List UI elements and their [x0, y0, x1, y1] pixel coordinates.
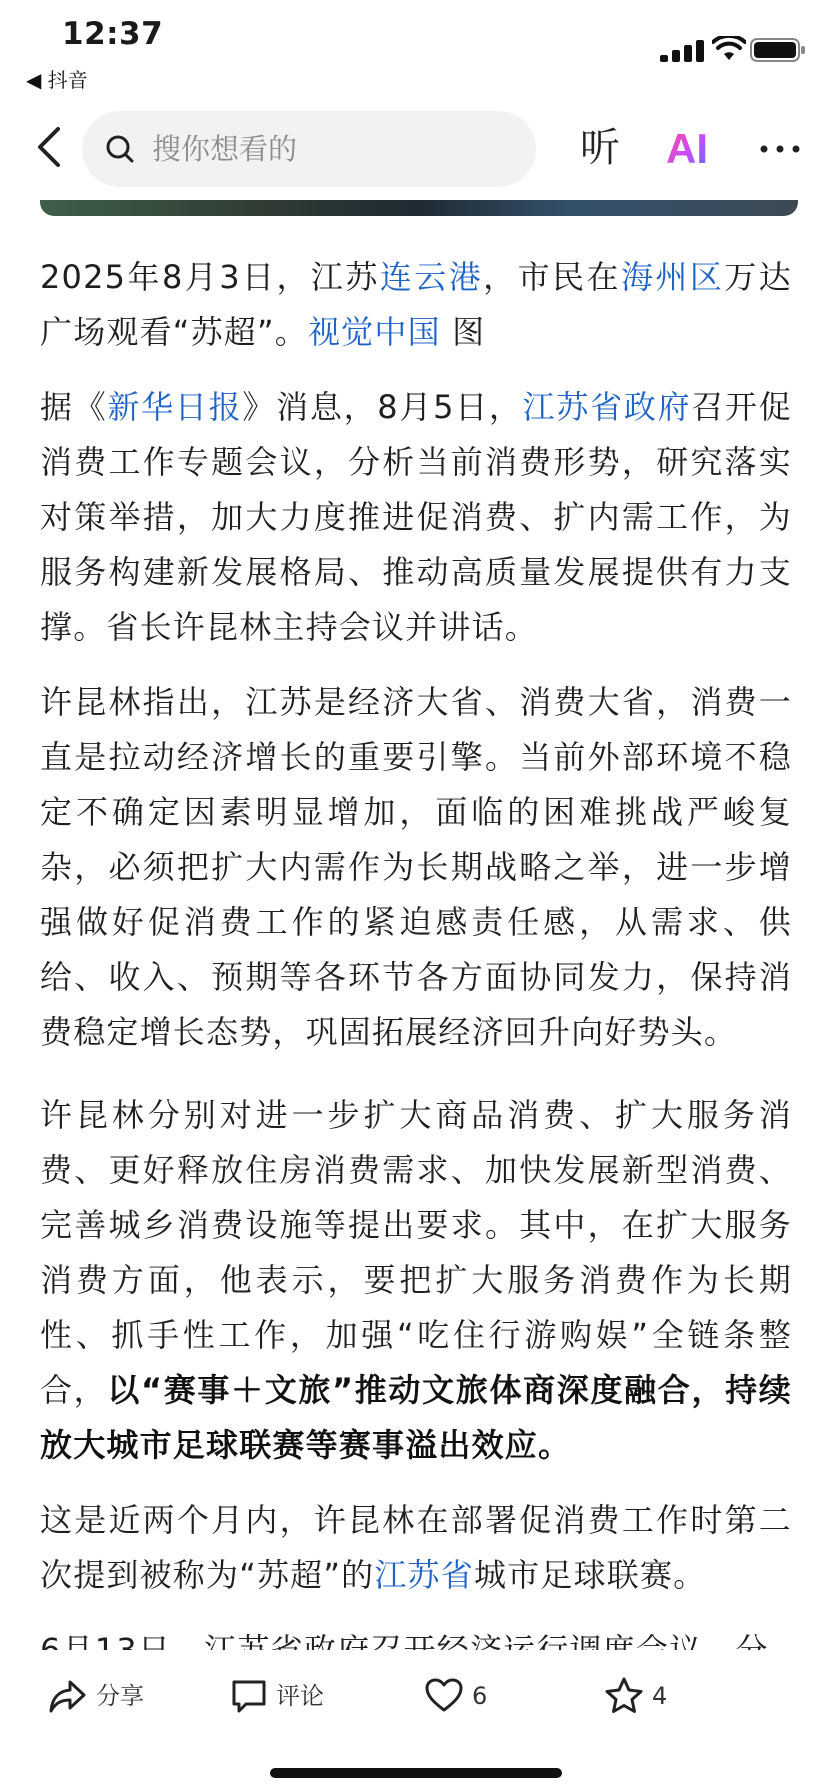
status-time: 12:37: [62, 16, 164, 52]
ai-icon[interactable]: [666, 123, 716, 173]
article-paragraph: 许昆林指出，江苏是经济大省、消费大省，消费一直是拉动经济增长的重要引擎。当前外部环境不稳定不确定因素明显增加，面临的困难挑战严峻复杂，必须把扩大内需作为长期战略之举，进一步增强做好促消费工作的紧迫感责任感，从需求、供给、收入、预期等各环节各方面协同发力，保持消费稳定增长态势，巩固拓展经济回升向好势头。: [40, 683, 792, 1051]
photo-caption: [40, 250, 792, 360]
more-icon[interactable]: [758, 127, 802, 171]
paragraph-bold-text: 以“赛事＋文旅”推动文旅体商深度融合，持续放大城市足球联赛等赛事溢出效应。: [40, 1371, 792, 1464]
link-lianyungang[interactable]: 连云港: [379, 258, 484, 296]
article-paragraph: [40, 1088, 792, 1473]
paragraph-text: 》消息，8月5日，: [242, 388, 523, 426]
article-paragraph: [40, 1493, 792, 1603]
article-photo[interactable]: [40, 200, 798, 216]
share-button[interactable]: 分享: [96, 1682, 144, 1710]
star-icon[interactable]: [604, 1676, 644, 1716]
link-haizhou[interactable]: 海州区: [620, 258, 725, 296]
paragraph-text: 据《: [40, 388, 108, 426]
caption-text: ，市民在: [483, 258, 621, 296]
caption-text: 万达广场观看“苏超”。: [40, 258, 792, 351]
article-paragraph: [40, 380, 792, 655]
favorite-count: 4: [652, 1682, 668, 1710]
search-icon: [104, 133, 136, 165]
share-icon[interactable]: [48, 1676, 88, 1716]
comment-button[interactable]: 评论: [276, 1682, 324, 1710]
wifi-icon: [712, 36, 746, 62]
caption-text: 图: [440, 313, 486, 351]
link-jiangsu-gov[interactable]: 江苏省政府: [522, 388, 692, 426]
article-body: [40, 250, 792, 1698]
back-to-app-link[interactable]: ◀ 抖音: [26, 68, 88, 92]
link-vcg[interactable]: 视觉中国: [307, 313, 441, 351]
like-count: 6: [472, 1682, 488, 1710]
bottom-action-bar: [0, 1650, 828, 1740]
search-placeholder: 搜你想看的: [152, 132, 298, 166]
ai-label: AI: [666, 125, 708, 172]
home-indicator[interactable]: [270, 1768, 562, 1778]
back-arrow-icon[interactable]: [30, 123, 70, 171]
link-xinhua-daily[interactable]: 新华日报: [107, 388, 243, 426]
comment-icon[interactable]: [230, 1676, 268, 1716]
signal-icon: [660, 40, 706, 62]
paragraph-text: 许昆林分别对进一步扩大商品消费、扩大服务消费、更好释放住房消费需求、加快发展新型消费、完善城乡消费设施等提出要求。其中，在扩大服务消费方面，他表示，要把扩大服务消费作为长期性、抓手性工作，加强“吃住行游购娱”全链条整合，: [40, 1096, 792, 1409]
link-jiangsu-province[interactable]: 江苏省: [374, 1556, 474, 1594]
status-bar: [0, 0, 828, 90]
paragraph-text: 城市足球联赛。: [473, 1556, 707, 1594]
battery-icon: [750, 38, 806, 62]
paragraph-text: 召开促消费工作专题会议，分析当前消费形势，研究落实对策举措，加大力度推进促消费、扩内需工作，为服务构建新发展格局、推动高质量发展提供有力支撑。省长许昆林主持会议并讲话。: [40, 388, 792, 646]
search-header: [0, 105, 828, 193]
heart-icon[interactable]: [424, 1676, 464, 1716]
paragraph-text: 这是近两个月内，许昆林在部署促消费工作时第二次提到被称为“苏超”的: [40, 1501, 792, 1594]
caption-text: 2025年8月3日，江苏: [40, 258, 380, 296]
search-input[interactable]: [82, 111, 536, 187]
listen-button[interactable]: 听: [580, 125, 620, 171]
